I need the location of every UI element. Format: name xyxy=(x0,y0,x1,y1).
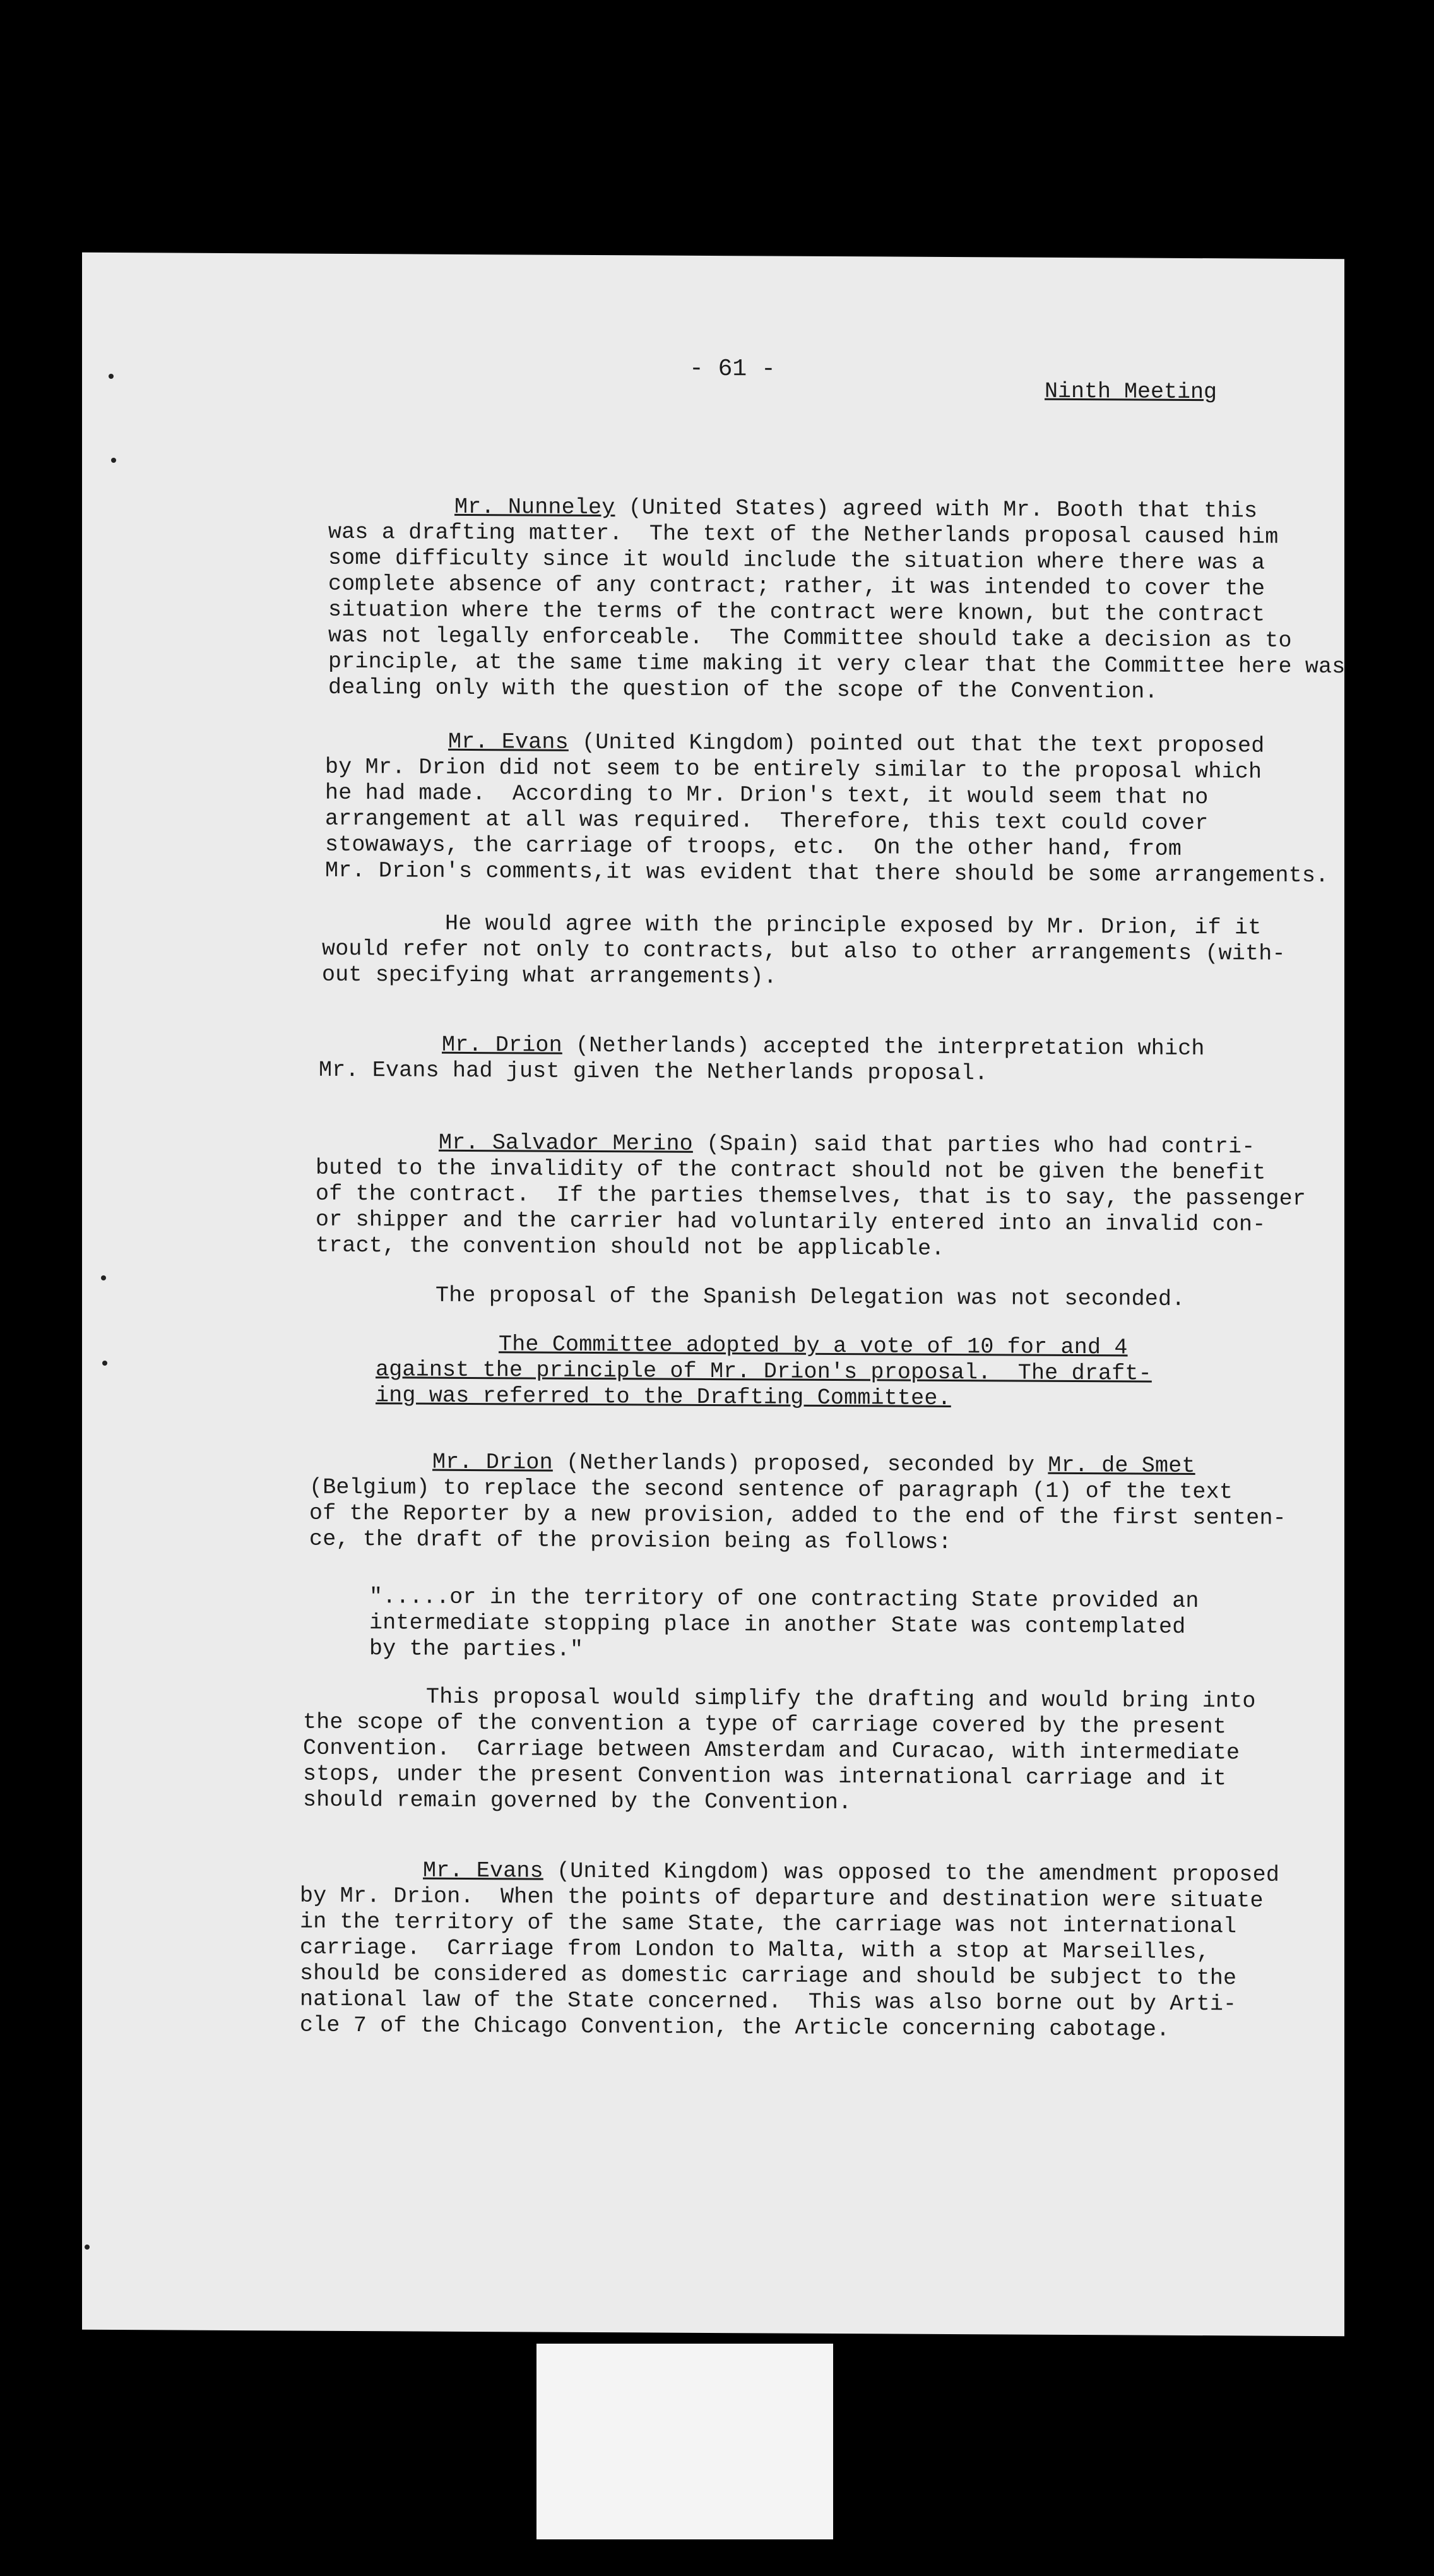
text-line: some difficulty since it would include the situation where there was a xyxy=(328,545,1265,576)
text-line: Convention. Carriage between Amsterdam and Curacao, with intermediate xyxy=(303,1735,1240,1766)
text-line: Mr. Drion's comments,it was evident that there should be some arrangements. xyxy=(325,857,1329,889)
paragraph-salvador-merino xyxy=(439,1130,1255,1160)
paragraph-evans-opposes xyxy=(423,1858,1279,1888)
resolution-line: against the principle of Mr. Drion's proposal. The draft- xyxy=(376,1357,1152,1386)
text-line: (Belgium) to replace the second sentence of paragraph (1) of the text xyxy=(309,1474,1233,1505)
text-line: carriage. Carriage from London to Malta, with a stop at Marseilles, xyxy=(300,1935,1210,1965)
text-line: principle, at the same time making it very clear that the Committee here was xyxy=(328,648,1346,680)
text-line: (Netherlands) accepted the interpretation which xyxy=(562,1032,1205,1062)
paragraph-drion-accepts xyxy=(442,1032,1205,1062)
text-line: He would agree with the principle exposed by Mr. Drion, if it xyxy=(445,910,1262,941)
quote-line: intermediate stopping place in another State was contemplated xyxy=(369,1610,1186,1640)
paragraph-evans xyxy=(448,729,1264,760)
text-line: buted to the invalidity of the contract should not be given the benefit xyxy=(316,1155,1266,1186)
text-line: stowaways, the carriage of troops, etc. On the other hand, from xyxy=(325,832,1182,862)
quote-line: by the parties." xyxy=(369,1636,584,1662)
blank-slip xyxy=(536,2344,833,2539)
scan-mark xyxy=(101,1275,106,1280)
text-line: was a drafting matter. The text of the Netherlands proposal caused him xyxy=(328,519,1279,550)
text-line: stops, under the present Convention was international carriage and it xyxy=(303,1761,1227,1792)
text-line: situation where the terms of the contract were known, but the contract xyxy=(328,597,1265,628)
text-line: he had made. According to Mr. Drion's text, it would seem that no xyxy=(325,780,1209,811)
text-line: should be considered as domestic carriage and should be subject to the xyxy=(300,1960,1237,1991)
text-line: tract, the convention should not be applicable. xyxy=(316,1232,945,1261)
text-line: complete absence of any contract; rather, it was intended to cover the xyxy=(328,571,1265,602)
paragraph-nunneley xyxy=(454,494,1257,525)
text-line: arrangement at all was required. Therefore, this text could cover xyxy=(325,806,1209,837)
text-line: Mr. Evans had just given the Netherlands proposal. xyxy=(319,1057,988,1087)
text-line: of the contract. If the parties themselves, that is to say, the passenger xyxy=(316,1181,1307,1212)
resolution-line: The Committee adopted by a vote of 10 for and 4 xyxy=(499,1332,1128,1361)
text-line: ce, the draft of the provision being as follows: xyxy=(309,1526,952,1555)
text-line: (United Kingdom) pointed out that the text proposed xyxy=(568,729,1265,759)
speaker-name: Mr. Evans xyxy=(423,1857,543,1884)
quote-line: ".....or in the territory of one contracting State provided an xyxy=(369,1584,1199,1614)
text-line: in the territory of the same State, the carriage was not international xyxy=(300,1909,1237,1940)
text-line: should remain governed by the Convention. xyxy=(303,1787,852,1816)
text-line: was not legally enforceable. The Committee should take a decision as to xyxy=(328,623,1292,653)
resolution-line: ing was referred to the Drafting Committee. xyxy=(376,1383,951,1411)
text-line: (Netherlands) proposed, seconded by xyxy=(552,1450,1048,1478)
speaker-name: Mr. Evans xyxy=(448,729,569,755)
text-line: The proposal of the Spanish Delegation was not seconded. xyxy=(436,1282,1185,1312)
text-line: (United Kingdom) was opposed to the amendment proposed xyxy=(543,1858,1280,1888)
text-line: the scope of the convention a type of carriage covered by the present xyxy=(303,1709,1227,1740)
text-line: This proposal would simplify the drafting and would bring into xyxy=(426,1684,1256,1714)
text-line: or shipper and the carrier had voluntarily entered into an invalid con- xyxy=(316,1207,1266,1237)
speaker-name: Mr. Salvador Merino xyxy=(439,1130,693,1157)
text-line: would refer not only to contracts, but also to other arrangements (with- xyxy=(322,936,1286,967)
meeting-header: Ninth Meeting xyxy=(1045,378,1218,405)
text-line: of the Reporter by a new provision, added to the end of the first senten- xyxy=(309,1500,1286,1531)
speaker-name: Mr. Drion xyxy=(442,1032,562,1058)
text-line: by Mr. Drion. When the points of departure and destination were situate xyxy=(300,1883,1264,1914)
text-line: out specifying what arrangements). xyxy=(322,962,777,990)
speaker-name: Mr. de Smet xyxy=(1048,1452,1195,1479)
page-number: - 61 - xyxy=(689,355,776,383)
text-line: (United States) agreed with Mr. Booth that this xyxy=(615,495,1258,524)
text-line: cle 7 of the Chicago Convention, the Article concerning cabotage. xyxy=(300,2012,1170,2042)
scan-mark xyxy=(102,1361,107,1366)
scan-mark xyxy=(111,458,116,463)
text-line: by Mr. Drion did not seem to be entirely similar to the proposal which xyxy=(325,754,1262,785)
speaker-name: Mr. Nunneley xyxy=(454,494,615,521)
text-line: national law of the State concerned. This was also borne out by Arti- xyxy=(300,1986,1237,2017)
text-line: dealing only with the question of the scope of the Convention. xyxy=(328,674,1158,705)
document-page xyxy=(82,253,1344,2336)
speaker-name: Mr. Drion xyxy=(432,1449,553,1476)
paragraph-drion-proposes xyxy=(432,1450,1195,1479)
scan-mark xyxy=(109,374,114,379)
text-line: (Spain) said that parties who had contri- xyxy=(692,1131,1255,1160)
scan-mark xyxy=(85,2245,90,2250)
